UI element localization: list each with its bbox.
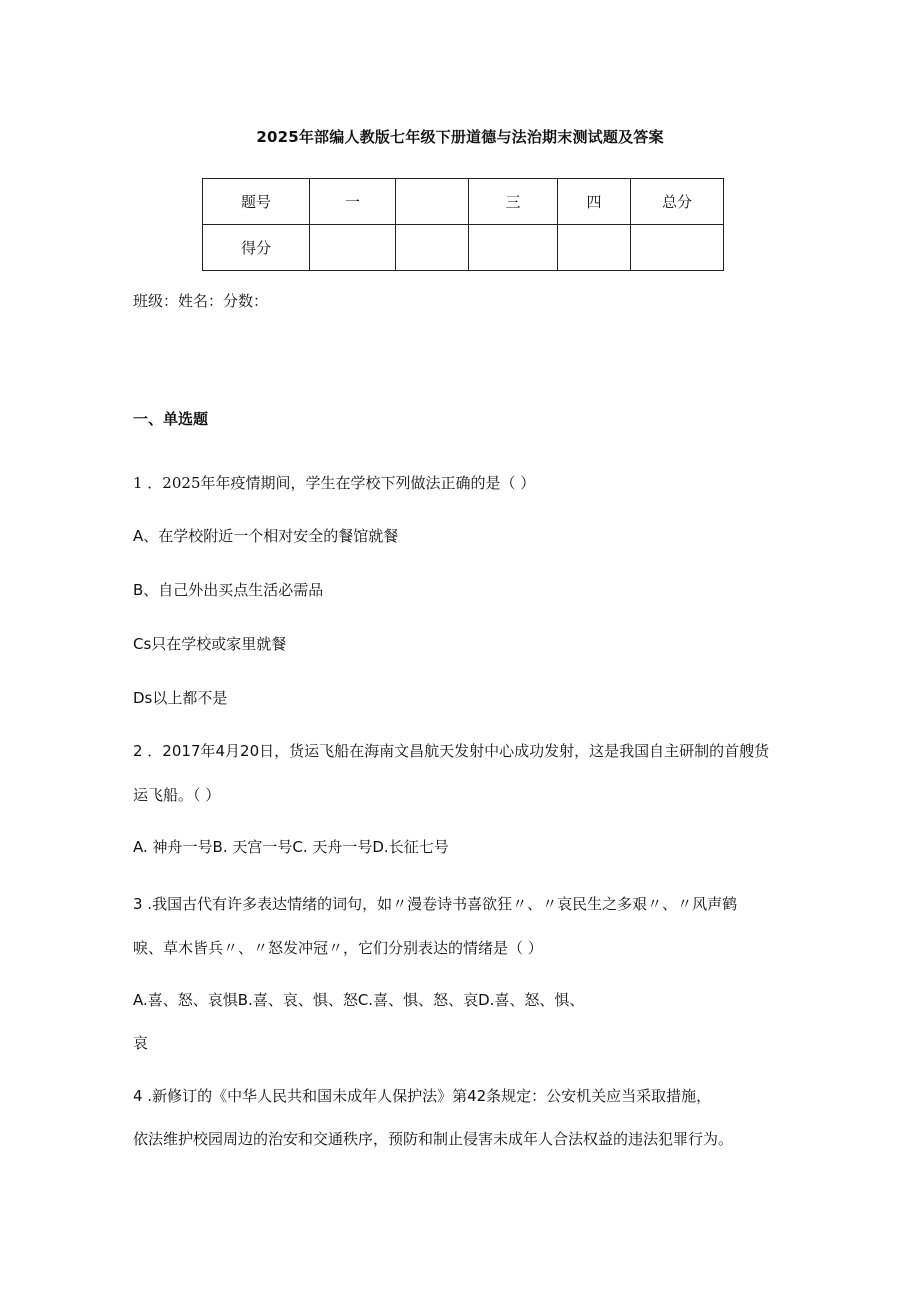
q3-options-line2: 哀 — [133, 1034, 149, 1052]
q4-stem-line1: 4 .新修订的《中华人民共和国未成年人保护法》第42条规定：公安机关应当采取措施， — [133, 1087, 712, 1105]
score-input-1[interactable] — [310, 225, 396, 271]
score-input-total[interactable] — [631, 225, 724, 271]
q1-option-b: B、自己外出买点生活必需品 — [133, 581, 324, 599]
q2-stem-line1: 2 ．2017年4月20日，货运飞船在海南文昌航天发射中心成功发射，这是我国自主研制的首艘货 — [133, 742, 770, 760]
score-table-header-row — [203, 179, 724, 225]
score-row-label: 得分 — [203, 225, 310, 271]
score-cell-2 — [396, 179, 469, 225]
section-title: 一、单选题 — [133, 410, 209, 428]
document-title: 2025年部编人教版七年级下册道德与法治期末测试题及答案 — [256, 128, 664, 146]
q3-options-line1: A.喜、怒、哀惧B.喜、哀、惧、怒C.喜、惧、怒、哀D.喜、怒、惧、 — [133, 991, 585, 1009]
score-cell-3: 三 — [469, 179, 558, 225]
q1-option-a: A、在学校附近一个相对安全的餐馆就餐 — [133, 527, 399, 545]
q1-option-c: Cs只在学校或家里就餐 — [133, 635, 287, 653]
q1-stem: 1 ．2025年年疫情期间，学生在学校下列做法正确的是（ ） — [133, 474, 536, 492]
q2-stem-line2: 运飞船。（ ） — [133, 786, 221, 804]
score-cell-4: 四 — [558, 179, 631, 225]
score-input-2[interactable] — [396, 225, 469, 271]
score-cell-total: 总分 — [631, 179, 724, 225]
score-cell-1: 一 — [310, 179, 396, 225]
q1-option-d: Ds以上都不是 — [133, 689, 228, 707]
q3-stem-line2: 唳、草木皆兵〃、〃怒发冲冠〃，它们分别表达的情绪是（ ） — [133, 939, 543, 957]
score-cell-label: 题号 — [203, 179, 310, 225]
score-table-score-row — [203, 225, 724, 271]
score-input-4[interactable] — [558, 225, 631, 271]
q2-options: A. 神舟一号B. 天宫一号C. 天舟一号D.长征七号 — [133, 838, 449, 856]
score-table — [202, 178, 724, 271]
q4-stem-line2: 依法维护校园周边的治安和交通秩序，预防和制止侵害未成年人合法权益的违法犯罪行为。 — [133, 1130, 734, 1148]
class-info: 班级：姓名：分数： — [133, 292, 269, 310]
score-input-3[interactable] — [469, 225, 558, 271]
q3-stem-line1: 3 .我国古代有许多表达情绪的词句，如〃漫卷诗书喜欲狂〃、〃哀民生之多艰〃、〃风声鹤 — [133, 895, 738, 913]
